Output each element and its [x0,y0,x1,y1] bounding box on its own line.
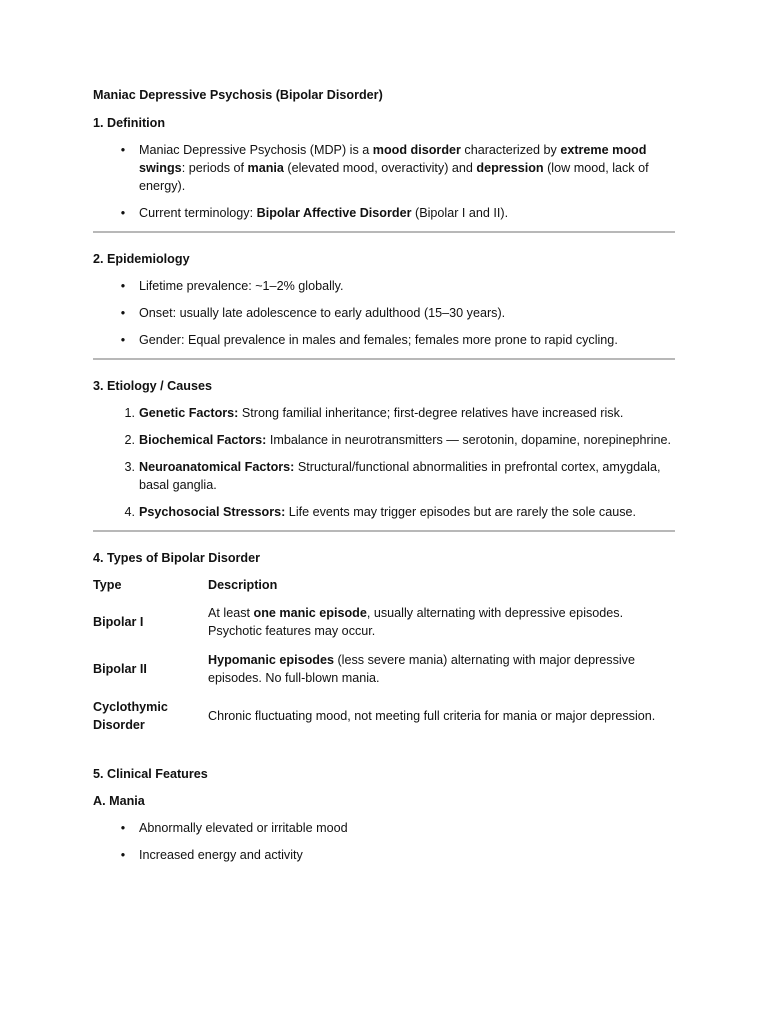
text-run: , usually alternating with depressive episodes. Psychotic features may occur. [208,606,624,638]
section-heading-epidemiology: 2. Epidemiology [93,252,190,266]
list-number: 2. [124,433,135,447]
bullet-icon: • [120,821,126,835]
list-number: 4. [124,505,135,519]
bullet-icon: • [120,848,126,862]
table-row [93,651,668,698]
section-heading-clinical-features: 5. Clinical Features [93,767,208,781]
list-number: 1. [124,406,135,420]
section-divider [93,358,675,360]
list-number: 3. [124,460,135,474]
list-item-text [139,406,623,420]
list-item-text [139,460,660,492]
text-run: Life events may trigger episodes but are rarely the sole cause. [285,505,637,519]
text-run: characterized by [460,143,561,157]
list-item [93,204,675,222]
list-item [93,304,675,322]
list-item [93,458,675,494]
mania-list [93,819,675,864]
section-divider [93,231,675,233]
text-run: Strong familial inheritance; first-degree relatives have increased risk. [238,406,624,420]
table-row [93,698,668,745]
text-run: Maniac Depressive Psychosis (MDP) is a [139,143,373,157]
list-item [93,404,675,422]
text-run: At least [208,606,254,620]
text-run: Increased energy and activity [139,848,303,862]
bold-text: Biochemical Factors: [139,433,267,447]
list-item [93,503,675,521]
list-item-text [139,306,505,320]
list-item [93,819,675,837]
description-cell [208,651,668,698]
list-item [93,141,675,195]
bold-text: mania [247,161,284,175]
section-heading-types: 4. Types of Bipolar Disorder [93,551,261,565]
epidemiology-list [93,277,675,349]
text-run: Structural/functional abnormalities in prefrontal cortex, amygdala, basal ganglia. [139,460,661,492]
column-header-description: Description [208,578,278,592]
list-item-text [139,848,303,862]
column-header-type: Type [93,578,122,592]
type-cell: Cyclothymic Disorder [93,700,168,732]
list-item-text [139,505,636,519]
text-run: (elevated mood, overactivity) and [283,161,477,175]
types-table [93,576,668,745]
list-item [93,331,675,349]
list-item [93,431,675,449]
section-divider [93,530,675,532]
bullet-icon: • [120,279,126,293]
text-run: Gender: Equal prevalence in males and females; females more prone to rapid cycling. [139,333,618,347]
list-item-text [139,206,508,220]
section-heading-etiology: 3. Etiology / Causes [93,379,212,393]
text-run: Abnormally elevated or irritable mood [139,821,348,835]
text-run: Lifetime prevalence: ~1–2% globally. [139,279,344,293]
bold-text: Bipolar Affective Disorder [256,206,412,220]
text-run: (less severe mania) alternating with major depressive episodes. No full-blown mania. [208,653,635,685]
bold-text: Genetic Factors: [139,406,239,420]
list-item-text [139,143,649,193]
bullet-icon: • [120,333,126,347]
bold-text: depression [476,161,544,175]
bold-text: Hypomanic episodes [208,653,334,667]
bullet-icon: • [120,143,126,157]
bold-text: one manic episode [253,606,367,620]
description-cell [208,604,668,651]
list-item-text [139,821,348,835]
text-run: (Bipolar I and II). [411,206,509,220]
definition-list [93,141,675,222]
etiology-list [93,404,675,521]
list-item [93,277,675,295]
bold-text: mood disorder [372,143,461,157]
type-cell: Bipolar II [93,662,147,676]
text-run: Chronic fluctuating mood, not meeting full criteria for mania or major depression. [208,709,656,723]
list-item-text [139,279,344,293]
table-row [93,604,668,651]
text-run: Imbalance in neurotransmitters — serotonin, dopamine, norepinephrine. [266,433,672,447]
subheading-mania: A. Mania [93,794,145,808]
bold-text: Neuroanatomical Factors: [139,460,295,474]
spacer [93,745,675,765]
type-cell: Bipolar I [93,615,144,629]
description-cell [208,698,668,745]
text-run: (low mood, lack of energy). [139,161,649,193]
list-item [93,846,675,864]
section-heading-definition: 1. Definition [93,116,166,130]
bullet-icon: • [120,306,126,320]
bold-text: extreme mood swings [139,143,647,175]
text-run: Onset: usually late adolescence to early adulthood (15–30 years). [139,306,506,320]
bold-text: Psychosocial Stressors: [139,505,286,519]
text-run: : periods of [181,161,248,175]
bullet-icon: • [120,206,126,220]
document-body [93,86,675,873]
text-run: Current terminology: [139,206,257,220]
document-title: Maniac Depressive Psychosis (Bipolar Disorder) [93,88,383,102]
list-item-text [139,333,618,347]
list-item-text [139,433,671,447]
table-header-row [93,576,668,604]
